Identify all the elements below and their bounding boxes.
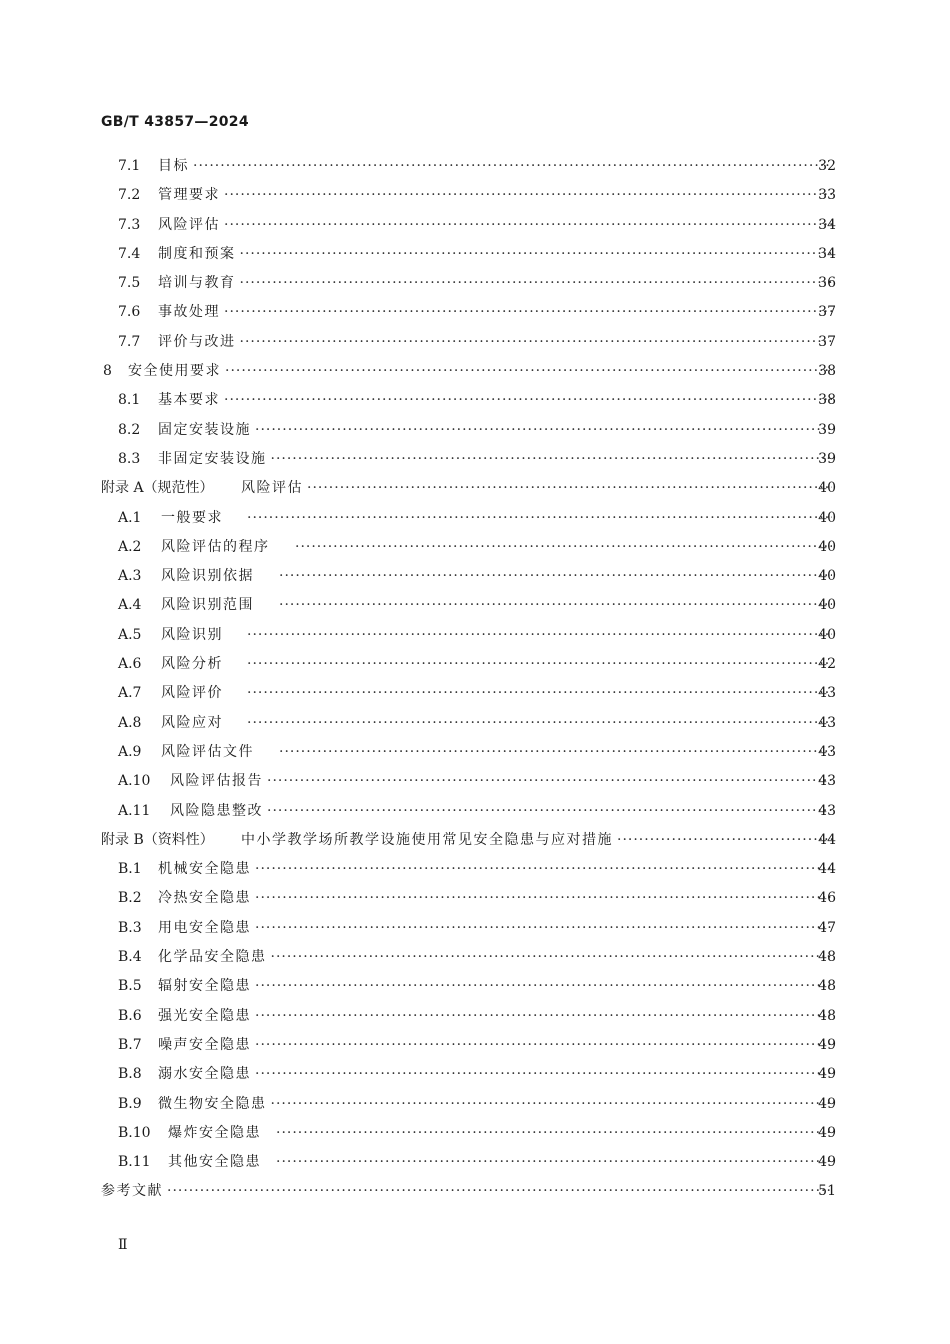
toc-entry-number: A.2: [118, 538, 142, 555]
toc-leader-dots: [247, 709, 832, 738]
toc-entry-title: 管理要求: [158, 187, 220, 204]
toc-leader-dots: [167, 1177, 832, 1206]
toc-entry-title: 化学品安全隐患: [158, 949, 267, 966]
toc-entry-page: 46: [818, 890, 836, 907]
toc-entry-page: 40: [818, 626, 836, 643]
toc-entry[interactable]: [0, 1002, 950, 1031]
toc-entry-number: 8: [103, 363, 112, 380]
toc-entry-title: 强光安全隐患: [158, 1007, 251, 1024]
toc-entry-number: A.5: [118, 626, 142, 643]
page-number-footer: Ⅱ: [118, 1237, 128, 1253]
toc-entry-number: 8.1: [118, 392, 141, 409]
toc-entry-page: 40: [818, 538, 836, 555]
toc-entry-title: 冷热安全隐患: [158, 890, 251, 907]
toc-entry-page: 36: [818, 275, 836, 292]
toc-entry-page: 38: [818, 363, 836, 380]
toc-entry-page: 49: [818, 1095, 836, 1112]
toc-entry[interactable]: [0, 1031, 950, 1060]
toc-entry-page: 37: [818, 304, 836, 321]
toc-entry-title: 溺水安全隐患: [158, 1066, 251, 1083]
toc-entry-page: 38: [818, 392, 836, 409]
toc-entry-title: 一般要求: [161, 509, 223, 526]
toc-entry-title: 机械安全隐患: [158, 861, 251, 878]
toc-entry[interactable]: [0, 240, 950, 269]
toc-entry-number: B.6: [118, 1007, 142, 1024]
toc-entry-title: 噪声安全隐患: [158, 1036, 251, 1053]
toc-entry-page: 39: [818, 450, 836, 467]
toc-entry-page: 43: [818, 802, 836, 819]
toc-leader-dots: [224, 386, 832, 415]
toc-entry-title: 制度和预案: [158, 245, 236, 262]
toc-leader-dots: [224, 181, 832, 210]
toc-entry-page: 49: [818, 1124, 836, 1141]
toc-leader-dots: [267, 767, 832, 796]
toc-entry-page: 33: [818, 187, 836, 204]
toc-entry[interactable]: [0, 181, 950, 210]
toc-entry-number: A.4: [118, 597, 142, 614]
toc-leader-dots: [225, 357, 832, 386]
toc-entry[interactable]: [0, 591, 950, 620]
toc-entry-page: 37: [818, 333, 836, 350]
toc-entry[interactable]: [0, 298, 950, 327]
toc-entry-page: 48: [818, 949, 836, 966]
toc-entry-title: 微生物安全隐患: [158, 1095, 267, 1112]
toc-entry-title: 培训与教育: [158, 275, 236, 292]
toc-entry[interactable]: [0, 386, 950, 415]
toc-entry-page: 32: [818, 158, 836, 174]
toc-leader-dots: [224, 211, 832, 240]
toc-entry-page: 40: [818, 509, 836, 526]
toc-entry-number: B.10: [118, 1124, 151, 1141]
toc-entry-number: 7.5: [118, 275, 141, 292]
toc-entry-page: 49: [818, 1154, 836, 1171]
toc-entry-number: A.11: [118, 802, 151, 819]
toc-entry[interactable]: [0, 972, 950, 1001]
toc-entry-number: 8.2: [118, 421, 141, 438]
toc-entry-number: B.3: [118, 919, 142, 936]
toc-entry[interactable]: [0, 504, 950, 533]
toc-entry-title: 基本要求: [158, 392, 220, 409]
toc-entry[interactable]: [0, 445, 950, 474]
toc-entry-number: B.8: [118, 1066, 142, 1083]
toc-entry-page: 34: [818, 216, 836, 233]
toc-entry-number: B.7: [118, 1036, 142, 1053]
toc-leader-dots: [240, 269, 833, 298]
toc-entry-title: 安全使用要求: [128, 363, 221, 380]
toc-leader-dots: [247, 504, 832, 533]
toc-entry[interactable]: [0, 1060, 950, 1089]
toc-entry-title: 风险应对: [161, 714, 223, 731]
toc-entry-number: 7.2: [118, 187, 141, 204]
toc-entry-title: 固定安装设施: [158, 421, 251, 438]
toc-entry[interactable]: [0, 1119, 950, 1148]
toc-leader-dots: [307, 474, 832, 503]
toc-leader-dots: [255, 1031, 832, 1060]
toc-entry-title: 风险识别依据: [161, 568, 254, 585]
toc-entry[interactable]: [0, 709, 950, 738]
toc-entry-page: 43: [818, 773, 836, 790]
toc-entry[interactable]: [0, 416, 950, 445]
toc-entry-title: 风险评估的程序: [161, 538, 270, 555]
toc-leader-dots: [240, 240, 833, 269]
toc-entry-number: B.5: [118, 978, 142, 995]
toc-entry-title: 中小学教学场所教学设施使用常见安全隐患与应对措施: [241, 831, 613, 848]
toc-entry-page: 40: [818, 568, 836, 585]
toc-entry[interactable]: [0, 1177, 950, 1206]
toc-entry-title: 目标: [158, 158, 189, 174]
toc-entry-number: A.7: [118, 685, 142, 702]
toc-entry-number: 7.6: [118, 304, 141, 321]
toc-entry-title: 非固定安装设施: [158, 450, 267, 467]
toc-entry-number: A.6: [118, 656, 142, 673]
toc-leader-dots: [247, 679, 832, 708]
toc-entry-title: 参考文献: [101, 1183, 163, 1200]
toc-leader-dots: [255, 914, 832, 943]
toc-entry[interactable]: [0, 269, 950, 298]
toc-entry-number: A.10: [118, 773, 151, 790]
toc-leader-dots: [276, 1148, 832, 1177]
toc-entry[interactable]: [0, 328, 950, 357]
toc-entry-page: 48: [818, 978, 836, 995]
table-of-contents: [0, 152, 950, 1207]
toc-entry-page: 44: [818, 861, 836, 878]
toc-leader-dots: [279, 738, 832, 767]
toc-entry-page: 48: [818, 1007, 836, 1024]
toc-entry[interactable]: [0, 1090, 950, 1119]
toc-entry-number: B.9: [118, 1095, 142, 1112]
toc-leader-dots: [255, 972, 832, 1001]
toc-entry[interactable]: [0, 1148, 950, 1177]
toc-entry[interactable]: [0, 211, 950, 240]
toc-entry-page: 43: [818, 714, 836, 731]
toc-leader-dots: [295, 533, 832, 562]
toc-entry-title: 用电安全隐患: [158, 919, 251, 936]
toc-leader-dots: [279, 591, 832, 620]
toc-leader-dots: [255, 855, 832, 884]
toc-entry-title: 风险评估: [158, 216, 220, 233]
toc-entry-page: 40: [818, 597, 836, 614]
toc-entry-number: 7.3: [118, 216, 141, 233]
toc-entry[interactable]: [0, 855, 950, 884]
toc-leader-dots: [255, 884, 832, 913]
toc-entry[interactable]: [0, 357, 950, 386]
toc-entry[interactable]: [0, 914, 950, 943]
toc-entry-number: B.4: [118, 949, 142, 966]
toc-entry-title: 风险识别: [161, 626, 223, 643]
toc-entry-page: 49: [818, 1036, 836, 1053]
toc-entry-title: 爆炸安全隐患: [168, 1124, 261, 1141]
toc-entry[interactable]: [0, 826, 950, 855]
toc-leader-dots: [276, 1119, 832, 1148]
toc-leader-dots: [247, 650, 832, 679]
toc-entry-title: 风险分析: [161, 656, 223, 673]
toc-entry-title: 风险隐患整改: [170, 802, 263, 819]
toc-leader-dots: [240, 328, 833, 357]
toc-entry-number: 附录 B（资料性）: [101, 831, 214, 848]
toc-leader-dots: [279, 562, 832, 591]
toc-entry-number: B.2: [118, 890, 142, 907]
toc-entry-page: 43: [818, 743, 836, 760]
toc-leader-dots: [271, 445, 833, 474]
toc-entry-title: 风险评估文件: [161, 743, 254, 760]
toc-entry-title: 评价与改进: [158, 333, 236, 350]
toc-entry[interactable]: [0, 562, 950, 591]
toc-leader-dots: [224, 298, 832, 327]
toc-entry-page: 42: [818, 656, 836, 673]
toc-entry-number: A.9: [118, 743, 142, 760]
toc-entry[interactable]: [0, 679, 950, 708]
toc-entry[interactable]: [0, 533, 950, 562]
toc-leader-dots: [193, 152, 832, 181]
toc-entry[interactable]: [0, 474, 950, 503]
toc-entry-title: 风险识别范围: [161, 597, 254, 614]
toc-leader-dots: [271, 943, 833, 972]
toc-entry[interactable]: [0, 884, 950, 913]
toc-entry-page: 51: [818, 1183, 836, 1200]
toc-entry-number: 附录 A（规范性）: [101, 480, 214, 497]
toc-entry-title: 风险评估报告: [170, 773, 263, 790]
toc-entry-title: 风险评估: [241, 480, 303, 497]
toc-leader-dots: [247, 621, 832, 650]
toc-entry-number: A.3: [118, 568, 142, 585]
toc-entry[interactable]: [0, 767, 950, 796]
toc-entry-number: 7.7: [118, 333, 141, 350]
toc-entry-page: 47: [818, 919, 836, 936]
toc-entry-number: 7.1: [118, 158, 141, 174]
toc-leader-dots: [617, 826, 832, 855]
toc-leader-dots: [271, 1090, 833, 1119]
toc-entry-page: 43: [818, 685, 836, 702]
toc-leader-dots: [255, 1060, 832, 1089]
toc-entry[interactable]: [0, 797, 950, 826]
toc-leader-dots: [267, 797, 832, 826]
toc-entry-page: 49: [818, 1066, 836, 1083]
toc-entry-page: 40: [818, 480, 836, 497]
toc-entry-number: A.1: [118, 509, 142, 526]
toc-entry-number: B.1: [118, 861, 142, 878]
toc-entry-number: 8.3: [118, 450, 141, 467]
toc-entry-title: 风险评价: [161, 685, 223, 702]
toc-entry-number: A.8: [118, 714, 142, 731]
toc-entry[interactable]: [0, 943, 950, 972]
toc-entry-number: B.11: [118, 1154, 151, 1171]
toc-leader-dots: [255, 416, 832, 445]
toc-entry-number: 7.4: [118, 245, 141, 262]
toc-entry[interactable]: [0, 152, 950, 181]
toc-entry-page: 39: [818, 421, 836, 438]
toc-entry[interactable]: [0, 621, 950, 650]
toc-entry-title: 事故处理: [158, 304, 220, 321]
toc-entry-title: 其他安全隐患: [168, 1154, 261, 1171]
standard-code-header: GB/T 43857—2024: [101, 114, 249, 130]
toc-leader-dots: [255, 1002, 832, 1031]
toc-entry-title: 辐射安全隐患: [158, 978, 251, 995]
toc-entry-page: 44: [818, 831, 836, 848]
toc-entry-page: 34: [818, 245, 836, 262]
toc-entry[interactable]: [0, 738, 950, 767]
toc-entry[interactable]: [0, 650, 950, 679]
